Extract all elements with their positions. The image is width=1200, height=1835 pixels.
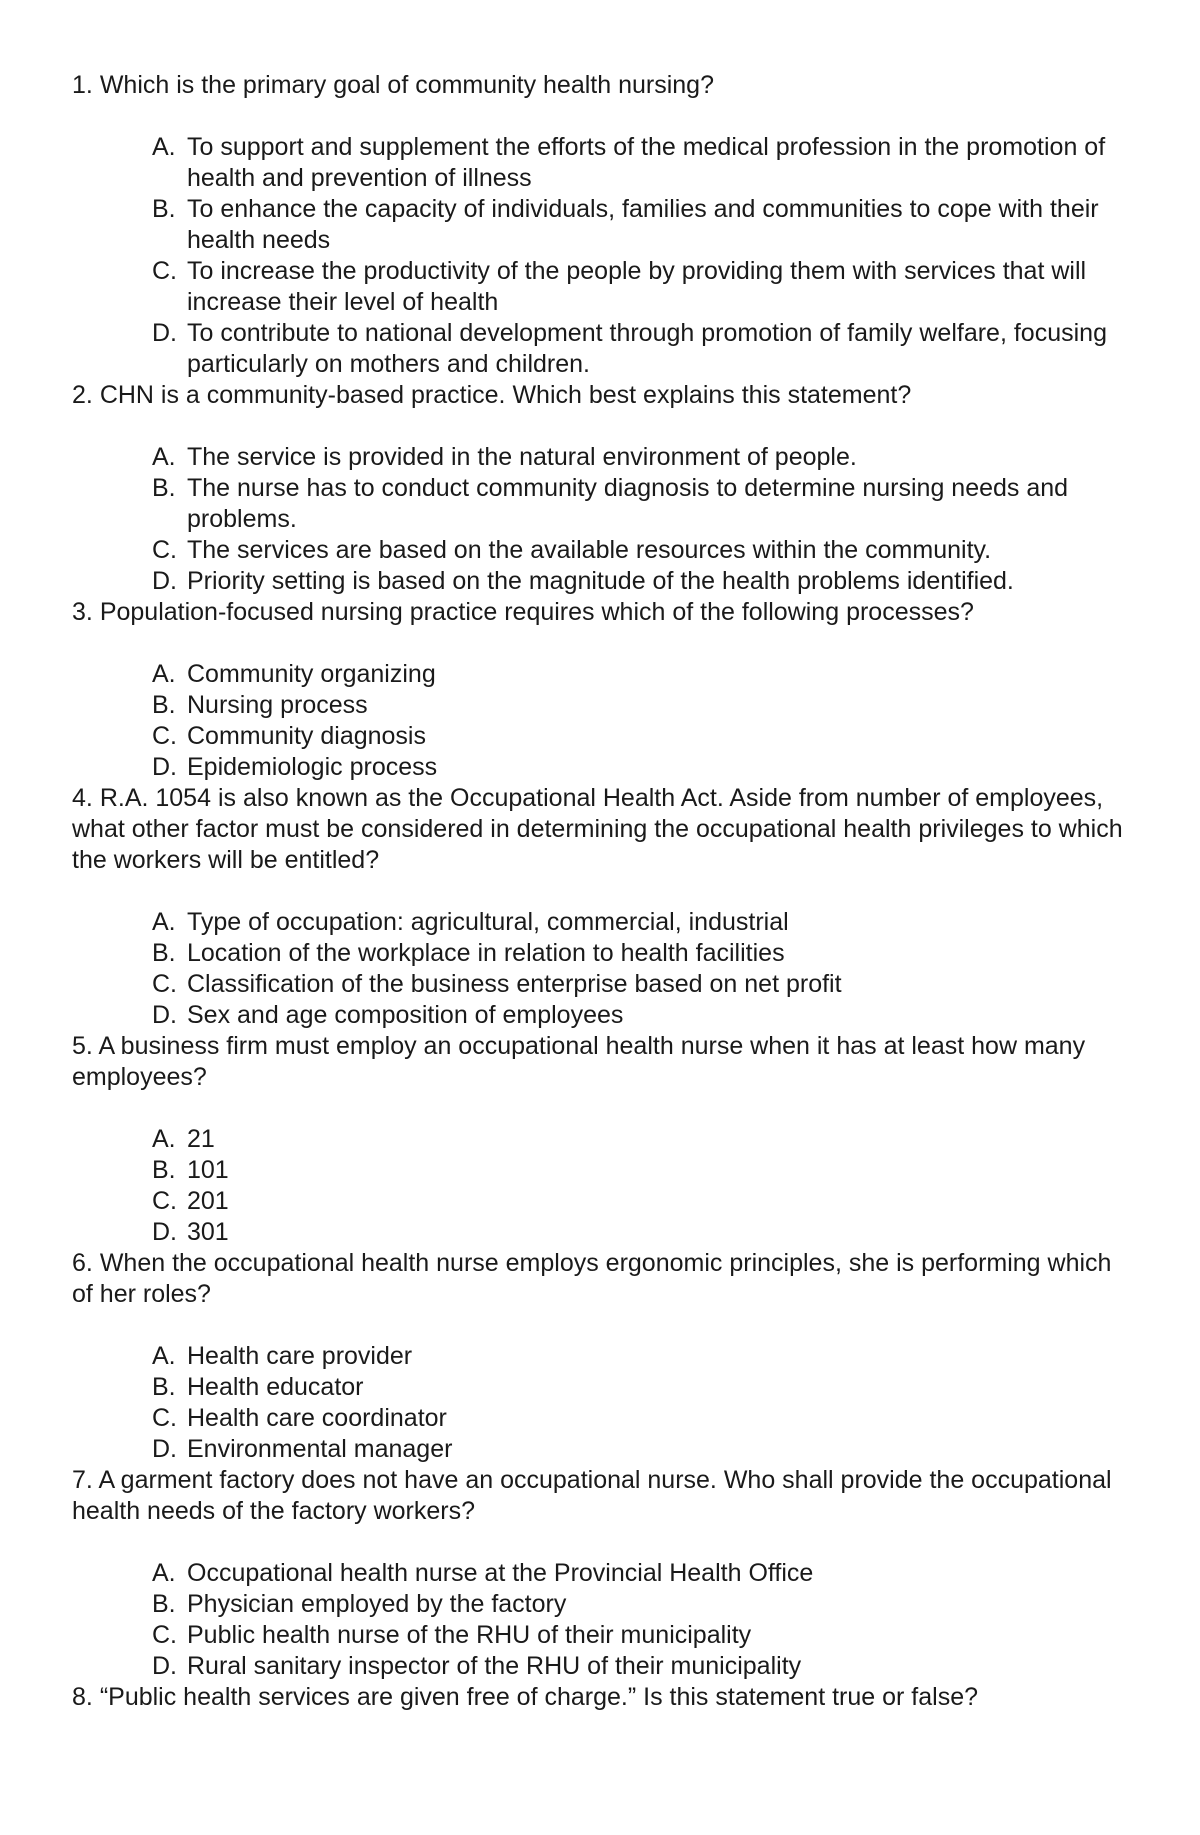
option-item [152, 1372, 1120, 1403]
question-number: 5. [72, 1032, 93, 1060]
option-letter: B. [152, 1590, 176, 1618]
option-letter: D. [152, 1435, 177, 1463]
option-text: Location of the workplace in relation to health facilities [187, 939, 785, 967]
question-prompt: When the occupational health nurse employs ergonomic principles, she is performing which of her roles? [72, 1249, 1112, 1308]
options-list [72, 907, 1140, 1031]
question-number: 3. [72, 598, 93, 626]
option-item [152, 442, 1120, 473]
question-prompt: “Public health services are given free of charge.” Is this statement true or false? [99, 1683, 979, 1711]
option-item [152, 1000, 1120, 1031]
question-prompt: R.A. 1054 is also known as the Occupational Health Act. Aside from number of employees, what other factor must be considered in determining the occupational health privileges to which the workers will be entitled? [72, 784, 1123, 874]
question-2 [72, 380, 1140, 597]
option-text: Health care provider [187, 1342, 413, 1370]
question-text [72, 1248, 1140, 1310]
question-3 [72, 597, 1140, 783]
option-text: 21 [187, 1125, 215, 1153]
option-item [152, 690, 1120, 721]
question-text [72, 1031, 1140, 1093]
option-text: To enhance the capacity of individuals, families and communities to cope with their health needs [187, 195, 1099, 254]
option-letter: A. [152, 660, 176, 688]
option-text: Classification of the business enterprise based on net profit [187, 970, 842, 998]
option-item [152, 256, 1120, 318]
option-item [152, 566, 1120, 597]
question-number: 4. [72, 784, 93, 812]
option-text: Rural sanitary inspector of the RHU of their municipality [187, 1652, 802, 1680]
question-prompt: A business firm must employ an occupational health nurse when it has at least how many employees? [72, 1032, 1086, 1091]
question-text [72, 783, 1140, 876]
option-letter: D. [152, 567, 177, 595]
option-item [152, 907, 1120, 938]
option-item [152, 969, 1120, 1000]
option-text: Health care coordinator [187, 1404, 447, 1432]
option-letter: B. [152, 691, 176, 719]
option-letter: D. [152, 753, 177, 781]
question-7 [72, 1465, 1140, 1682]
question-prompt: Population-focused nursing practice requires which of the following processes? [99, 598, 974, 626]
question-prompt: CHN is a community-based practice. Which best explains this statement? [99, 381, 912, 409]
option-item [152, 1434, 1120, 1465]
option-item [152, 721, 1120, 752]
question-1 [72, 70, 1140, 380]
question-8 [72, 1682, 1140, 1713]
option-text: The nurse has to conduct community diagnosis to determine nursing needs and problems. [187, 474, 1069, 533]
option-letter: D. [152, 1218, 177, 1246]
option-text: Physician employed by the factory [187, 1590, 567, 1618]
option-text: Nursing process [187, 691, 368, 719]
option-text: Community organizing [187, 660, 436, 688]
option-letter: D. [152, 1001, 177, 1029]
option-letter: D. [152, 319, 177, 347]
option-text: Health educator [187, 1373, 364, 1401]
option-letter: A. [152, 443, 176, 471]
option-letter: D. [152, 1652, 177, 1680]
option-letter: C. [152, 722, 177, 750]
option-letter: A. [152, 133, 176, 161]
question-prompt: A garment factory does not have an occupational nurse. Who shall provide the occupational health needs of the factory workers? [72, 1466, 1112, 1525]
option-item [152, 1620, 1120, 1651]
option-item [152, 1217, 1120, 1248]
question-text [72, 380, 1140, 411]
option-letter: A. [152, 1125, 176, 1153]
option-item [152, 1558, 1120, 1589]
option-letter: B. [152, 474, 176, 502]
option-text: Community diagnosis [187, 722, 426, 750]
options-list [72, 1558, 1140, 1682]
question-text [72, 1465, 1140, 1527]
option-item [152, 1186, 1120, 1217]
question-number: 1. [72, 71, 93, 99]
option-item [152, 535, 1120, 566]
option-letter: B. [152, 1373, 176, 1401]
question-number: 2. [72, 381, 93, 409]
option-letter: A. [152, 1559, 176, 1587]
option-item [152, 938, 1120, 969]
question-5 [72, 1031, 1140, 1248]
option-text: 301 [187, 1218, 229, 1246]
question-6 [72, 1248, 1140, 1465]
option-item [152, 1651, 1120, 1682]
option-letter: B. [152, 939, 176, 967]
question-number: 6. [72, 1249, 93, 1277]
option-text: Occupational health nurse at the Provincial Health Office [187, 1559, 814, 1587]
option-letter: C. [152, 1404, 177, 1432]
option-letter: C. [152, 970, 177, 998]
question-4 [72, 783, 1140, 1031]
option-item [152, 659, 1120, 690]
option-item [152, 1155, 1120, 1186]
option-item [152, 1341, 1120, 1372]
option-text: The services are based on the available resources within the community. [187, 536, 992, 564]
option-text: Epidemiologic process [187, 753, 438, 781]
option-letter: C. [152, 257, 177, 285]
option-text: 101 [187, 1156, 229, 1184]
options-list [72, 1124, 1140, 1248]
option-letter: A. [152, 1342, 176, 1370]
options-list [72, 132, 1140, 380]
option-text: 201 [187, 1187, 229, 1215]
option-text: Sex and age composition of employees [187, 1001, 624, 1029]
option-letter: B. [152, 195, 176, 223]
options-list [72, 659, 1140, 783]
option-text: Priority setting is based on the magnitude of the health problems identified. [187, 567, 1014, 595]
option-text: To contribute to national development through promotion of family welfare, focusing particularly on mothers and children. [187, 319, 1107, 378]
option-item [152, 1589, 1120, 1620]
option-letter: C. [152, 1187, 177, 1215]
option-text: To support and supplement the efforts of the medical profession in the promotion of health and prevention of illness [187, 133, 1106, 192]
option-text: The service is provided in the natural environment of people. [187, 443, 857, 471]
question-number: 7. [72, 1466, 93, 1494]
question-number: 8. [72, 1683, 93, 1711]
question-text [72, 1682, 1140, 1713]
option-letter: A. [152, 908, 176, 936]
question-prompt: Which is the primary goal of community health nursing? [99, 71, 714, 99]
option-item [152, 194, 1120, 256]
option-text: To increase the productivity of the people by providing them with services that will increase their level of health [187, 257, 1087, 316]
option-letter: C. [152, 536, 177, 564]
option-item [152, 752, 1120, 783]
question-text [72, 70, 1140, 101]
option-text: Environmental manager [187, 1435, 453, 1463]
options-list [72, 442, 1140, 597]
option-letter: B. [152, 1156, 176, 1184]
option-text: Public health nurse of the RHU of their municipality [187, 1621, 752, 1649]
option-item [152, 473, 1120, 535]
question-text [72, 597, 1140, 628]
option-letter: C. [152, 1621, 177, 1649]
option-text: Type of occupation: agricultural, commercial, industrial [187, 908, 789, 936]
option-item [152, 132, 1120, 194]
option-item [152, 318, 1120, 380]
options-list [72, 1341, 1140, 1465]
option-item [152, 1403, 1120, 1434]
option-item [152, 1124, 1120, 1155]
